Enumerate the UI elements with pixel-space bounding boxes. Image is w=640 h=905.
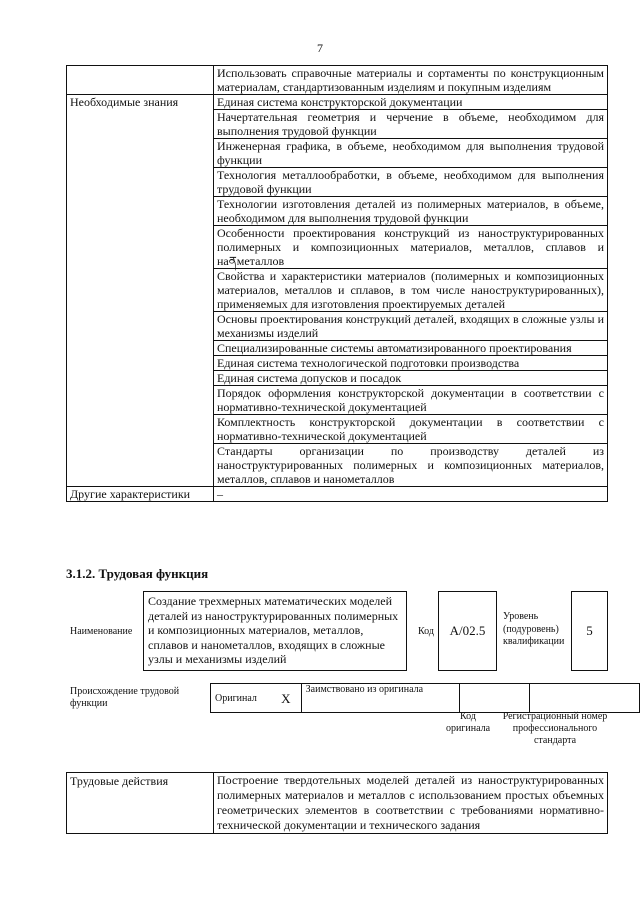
page-number: 7 <box>317 41 323 55</box>
original-mark: X <box>271 684 301 713</box>
row-text: Комплектность конструкторской документации в соответствии с нормативно-технической документацией <box>214 415 608 444</box>
row-text: Свойства и характеристики материалов (полимерных и композиционных материалов, металлов и сплавов, в том числе наноструктурированных), применяемых для изготовления проектируемых деталей <box>214 269 608 312</box>
row-text: Единая система допусков и посадок <box>214 371 608 386</box>
original-label: Оригинал <box>211 684 271 713</box>
row-label-other-characteristics: Другие характеристики <box>67 487 214 502</box>
row-label <box>67 66 214 95</box>
actions-text: Построение твердотельных моделей деталей из наноструктурированных полимерных материалов и металлов с использованием простых объемных геометрических элементов в соответствии с требованиями нормативно-технической документации и технического задания <box>214 773 608 834</box>
original-code-caption: Код оригинала <box>445 711 491 734</box>
reg-number-cell <box>530 684 640 713</box>
row-text: Единая система конструкторской документации <box>214 95 608 110</box>
row-text: Технология металлообработки, в объеме, необходимом для выполнения трудовой функции <box>214 168 608 197</box>
row-text: Единая система технологической подготовки производства <box>214 356 608 371</box>
row-text: Стандарты организации по производству деталей из наноструктурированных полимерных и композиционных материалов, металлов, сплавов и нанометаллов <box>214 444 608 487</box>
row-text: Специализированные системы автоматизированного проектирования <box>214 341 608 356</box>
table-row <box>211 684 640 713</box>
row-text: Основы проектирования конструкций деталей, входящих в сложные узлы и механизмы изделий <box>214 312 608 341</box>
origin-label: Происхождение трудовой функции <box>70 686 180 709</box>
original-code-cell <box>459 684 529 713</box>
requirements-table <box>66 65 608 502</box>
row-text: Использовать справочные материалы и сортаменты по конструкционным материалам, стандартизованным изделиям и покупным изделиям <box>214 66 608 95</box>
row-text: Технологии изготовления деталей из полимерных материалов, в объеме, необходимом для выполнения трудовой функции <box>214 197 608 226</box>
table-row <box>67 773 608 834</box>
qualification-level-label: Уровень (подуровень) квалификации <box>503 611 565 647</box>
code-value-box: A/02.5 <box>438 591 497 671</box>
table-row <box>67 66 608 95</box>
row-text: Инженерная графика, в объеме, необходимом для выполнения трудовой функции <box>214 139 608 168</box>
reg-number-caption: Регистрационный номер профессионального стандарта <box>502 711 608 746</box>
row-text: Порядок оформления конструкторской документации в соответствии с нормативно-технической документацией <box>214 386 608 415</box>
section-title: 3.1.2. Трудовая функция <box>66 566 209 581</box>
row-label-required-knowledge: Необходимые знания <box>67 95 214 487</box>
table-row <box>67 95 608 110</box>
borrowed-label: Заимствовано из оригинала <box>301 684 459 713</box>
actions-table <box>66 772 608 834</box>
row-text: Начертательная геометрия и черчение в объеме, необходимом для выполнения трудовой функции <box>214 110 608 139</box>
origin-table <box>210 683 640 713</box>
actions-label: Трудовые действия <box>67 773 214 834</box>
qualification-level-box: 5 <box>571 591 608 671</box>
table-row <box>67 487 608 502</box>
code-label: Код <box>418 626 434 637</box>
row-text: Особенности проектирования конструкций из наноструктурированных полимерных и композиционных материалов, металлов, сплавов и наནметаллов <box>214 226 608 269</box>
function-name-box: Создание трехмерных математических моделей деталей из наноструктурированных полимерных и композиционных материалов, металлов, сплавов и нанометаллов, входящих в сложные узлы и механизмы изделий <box>143 591 407 671</box>
name-label: Наименование <box>70 626 133 637</box>
row-text: – <box>214 487 608 502</box>
